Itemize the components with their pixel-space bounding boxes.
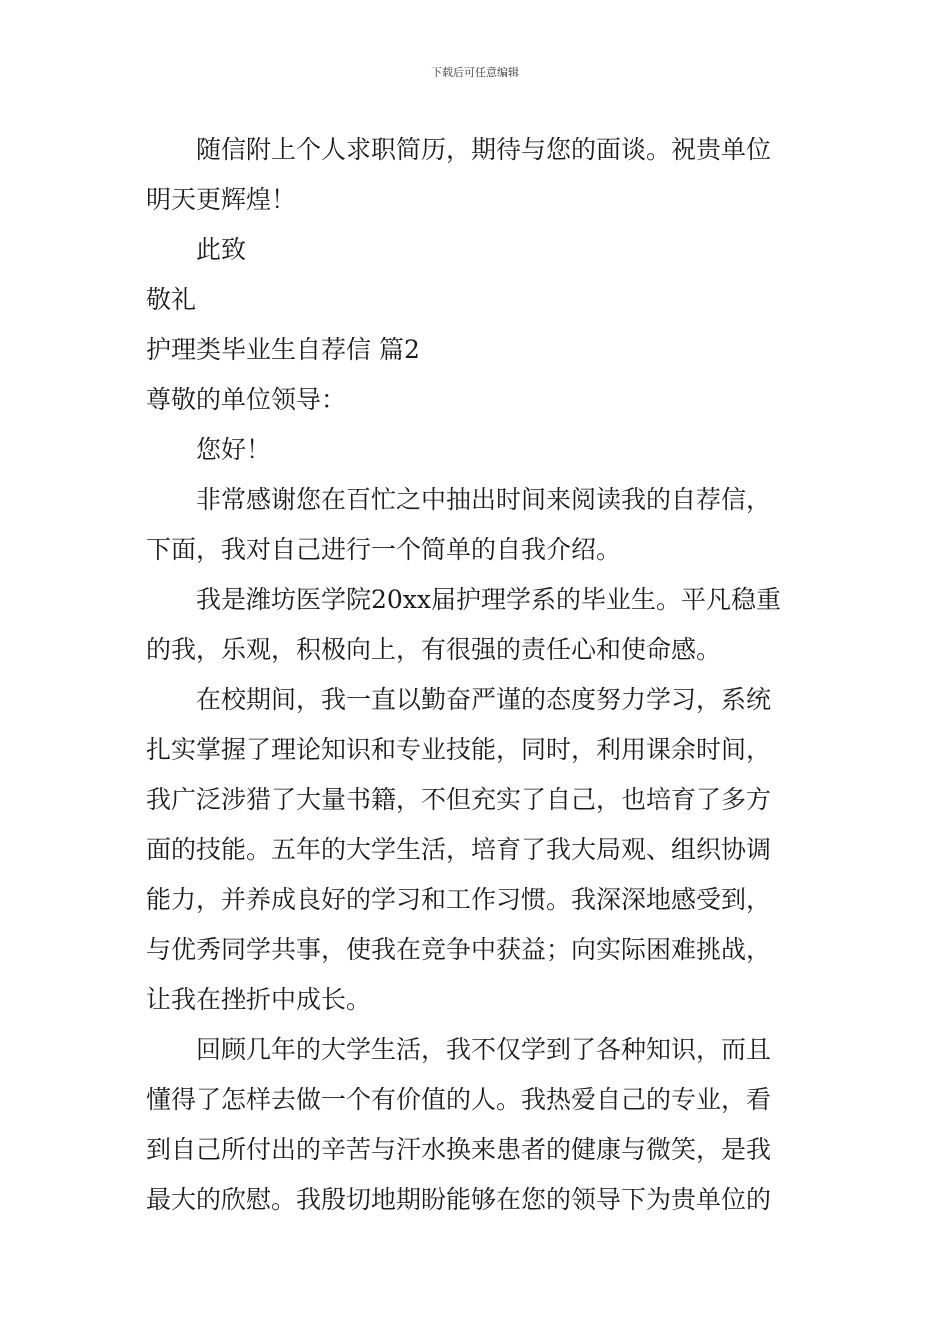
text-line: 扎实掌握了理论知识和专业技能，同时，利用课余时间，: [146, 735, 772, 764]
text-line: 面的技能。五年的大学生活，培育了我大局观、组织协调: [146, 835, 772, 864]
text-line: 最大的欣慰。我殷切地期盼能够在您的领导下为贵单位的: [146, 1185, 772, 1214]
text-line: 我是潍坊医学院20xx届护理学系的毕业生。平凡稳重: [196, 585, 782, 614]
document-body: [146, 125, 806, 1225]
text-line: 下面，我对自己进行一个简单的自我介绍。: [146, 535, 622, 564]
page-header-note: 下载后可任意编辑: [431, 66, 519, 79]
text-line: 在校期间，我一直以勤奋严谨的态度努力学习，系统: [196, 685, 772, 714]
text-line: 能力，并养成良好的学习和工作习惯。我深深地感受到，: [146, 885, 772, 914]
text-line: 懂得了怎样去做一个有价值的人。我热爱自己的专业，看: [146, 1085, 772, 1114]
text-line: 我广泛涉猎了大量书籍，不但充实了自己，也培育了多方: [146, 785, 772, 814]
text-line: 明天更辉煌！: [146, 185, 297, 214]
text-line: 随信附上个人求职简历，期待与您的面谈。祝贵单位: [196, 135, 772, 164]
text-line: 与优秀同学共事，使我在竞争中获益；向实际困难挑战，: [146, 935, 772, 964]
text-line: 回顾几年的大学生活，我不仅学到了各种知识，而且: [196, 1035, 772, 1064]
letter-greeting: 尊敬的单位领导：: [146, 385, 347, 414]
section-title: 护理类毕业生自荐信 篇2: [146, 335, 420, 364]
text-line: 非常感谢您在百忙之中抽出时间来阅读我的自荐信，: [196, 485, 772, 514]
text-line: 让我在挫折中成长。: [146, 985, 372, 1014]
closing-salutation: 此致: [196, 235, 247, 264]
closing-regards: 敬礼: [146, 285, 197, 314]
text-line: 到自己所付出的辛苦与汗水换来患者的健康与微笑，是我: [146, 1135, 772, 1164]
text-line: 您好！: [196, 435, 272, 464]
text-line: 的我，乐观，积极向上，有很强的责任心和使命感。: [146, 635, 722, 664]
